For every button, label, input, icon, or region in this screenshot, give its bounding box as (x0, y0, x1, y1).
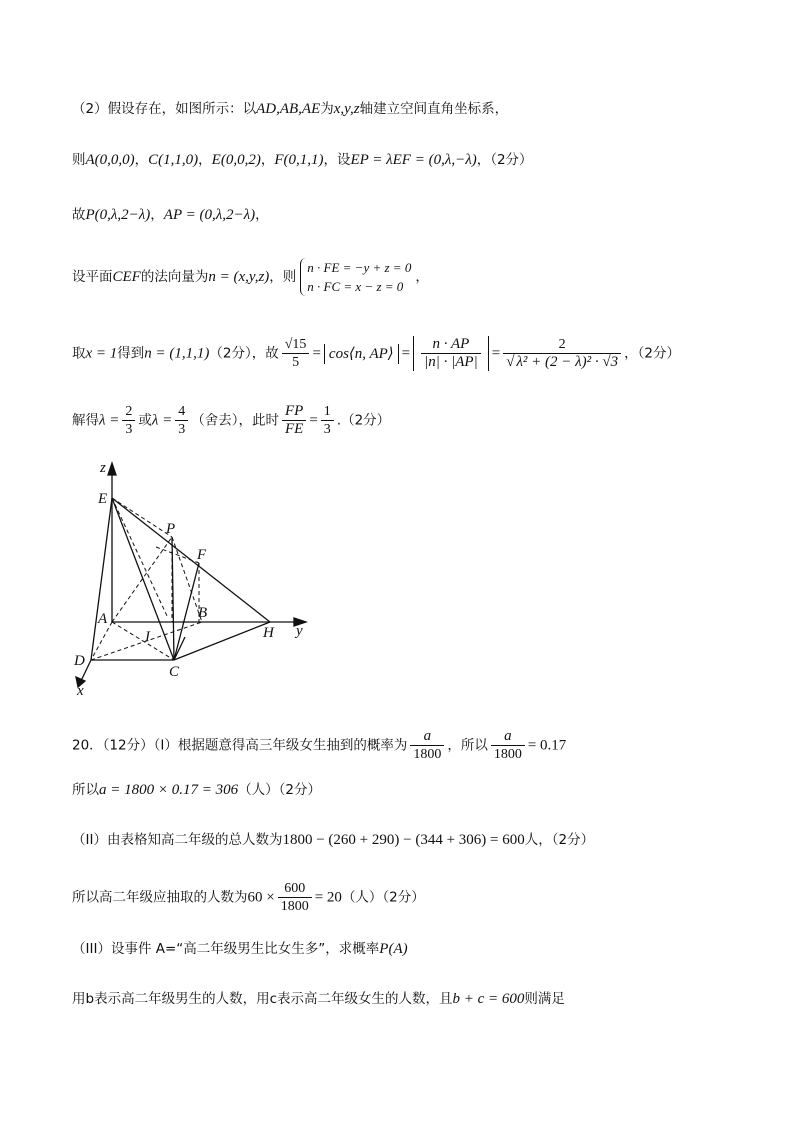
fraction-a-1800-2: $\frac{a}{1800}$ (491, 728, 525, 763)
label-F: F (197, 547, 207, 563)
z-arrow (108, 463, 116, 475)
label-y: y (296, 623, 303, 639)
equation: b + c = 600 (452, 991, 525, 1007)
text: 或 (138, 412, 152, 429)
x-equals-1: x = 1 (85, 345, 118, 362)
equation: a = 1800 × 0.17 = 306 (99, 782, 239, 798)
line-cosine: 取x = 1得到n = (1,1,1)（2分），故 $\frac{√15}{5}$ = cos⟨n, AP⟩ = $\frac{n \cdot AP}{|n| \cdot |AP|}$ = $\frac{2}{\text{√ λ² + (2 − λ)² · √3}}$ ，（2分） (72, 336, 680, 370)
text: 则 (72, 152, 86, 168)
edge-PC (172, 537, 174, 660)
label-x: x (77, 683, 84, 699)
fraction-sqrt15-5: $\frac{√15}{5}$ (282, 336, 310, 371)
score: ，（2分） (476, 152, 533, 168)
line-q20-sample (72, 880, 425, 915)
vars-expr: x,y,z (333, 101, 360, 117)
edge-CH (174, 622, 270, 660)
text: 轴建立空间直角坐标系， (359, 101, 509, 117)
line-q20-bc (72, 989, 565, 1009)
text: 的法向量为 (140, 269, 209, 285)
label-A: A (98, 611, 108, 627)
dash-AD (91, 622, 112, 660)
equation-2: n · FC = x − z = 0 (307, 279, 404, 294)
text: 所以 (72, 782, 99, 798)
geometry-figure (60, 455, 320, 700)
point-P: P(0,λ,2−λ) (85, 207, 151, 223)
label-D: D (74, 653, 85, 669)
label-P: P (166, 521, 176, 537)
label-E: E (98, 491, 108, 507)
edge-ED (91, 498, 112, 660)
point-E: E(0,0,2) (211, 152, 261, 168)
label-z: z (100, 460, 106, 476)
line-q20-result (72, 780, 321, 800)
score: ，（2分） (624, 345, 680, 362)
fraction-dot: $\frac{n \cdot AP}{|n| \cdot |AP|}$ (421, 336, 481, 371)
dash-EC-in (112, 498, 168, 618)
score: .（2分） (336, 412, 391, 429)
equation: = 0.17 (527, 737, 567, 754)
point-C: C(1,1,0) (148, 152, 199, 168)
fraction-1-3: $\frac{1}{3}$ (321, 403, 334, 438)
text: （舍去），此时 (191, 412, 279, 429)
label-I: I (145, 629, 150, 645)
text: ，则 (269, 269, 297, 285)
abs-fraction (413, 336, 489, 371)
text: 设平面 (72, 269, 113, 285)
text: ， (415, 269, 429, 285)
normal-value: n = (1,1,1) (144, 345, 210, 362)
text: ，所以 (447, 737, 488, 754)
point-F: F(0,1,1) (274, 152, 324, 168)
line-q20-part2 (72, 830, 594, 850)
line-solve: 解得λ = $\frac{2}{3}$ 或λ = $\frac{4}{3}$ （舍去），此时 $\frac{FP}{FE}$ = $\frac{1}{3}$ .（2分） (72, 403, 391, 437)
label-H: H (263, 625, 274, 641)
vector-EP: EP = λEF = (0,λ,−λ) (350, 152, 477, 168)
label-B: B (198, 605, 208, 621)
text: 为 (320, 101, 334, 117)
equation-left: 60 × (247, 889, 275, 906)
line-q20-part3 (72, 939, 408, 959)
text: 解得 (72, 412, 99, 429)
score: （2分），故 (209, 345, 279, 362)
equation-system (300, 258, 411, 296)
text: ，设 (323, 152, 351, 168)
text: 取 (72, 345, 86, 362)
fraction-4-3: $\frac{4}{3}$ (175, 403, 188, 438)
vector-AP: AP = (0,λ,2−λ) (163, 207, 256, 223)
fraction-600-1800: $\frac{600}{1800}$ (278, 880, 312, 915)
probability-PA: P(A) (379, 941, 408, 957)
plane-name: CEF (112, 269, 141, 285)
text: （人）（2分） (341, 889, 425, 906)
text: 得到 (117, 345, 145, 362)
fraction-2-3: $\frac{2}{3}$ (122, 403, 135, 438)
text: 故 (72, 207, 86, 223)
normal-n: n = (x,y,z) (208, 269, 270, 285)
fraction-result: $\frac{2}{\text{√ λ² + (2 − λ)² · √3}}$ (503, 336, 621, 371)
equation-right: = 20 (314, 889, 342, 906)
text: 用b表示高二年级男生的人数，用c表示高二年级女生的人数，且 (72, 991, 453, 1007)
point-A: A(0,0,0) (85, 152, 135, 168)
abs-cos: cos⟨n, AP⟩ (324, 344, 399, 364)
line-q20 (72, 728, 566, 763)
text: ， (255, 207, 269, 223)
equation-1: n · FE = −y + z = 0 (307, 260, 412, 275)
line-P: 故P(0,λ,2−λ)，AP = (0,λ,2−λ)， (72, 207, 269, 223)
label-C: C (169, 664, 180, 680)
text: （2）假设存在，如图所示：以 (72, 101, 257, 117)
text: （II）由表格知高二年级的总人数为 (72, 832, 283, 848)
text: （III）设事件 A=“高二年级男生比女生多”，求概率 (72, 941, 380, 957)
text: （人）（2分） (238, 782, 321, 798)
equation: 1800 − (260 + 290) − (344 + 306) = 600 (282, 832, 525, 848)
text: 人，（2分） (524, 832, 595, 848)
dash-AC (112, 622, 174, 660)
lambda: λ = (99, 412, 120, 429)
line-normal-vector (72, 258, 429, 296)
text: 20．（12分）（I）根据题意得高三年级女生抽到的概率为 (72, 737, 408, 754)
line-coordinates: 则A(0,0,0)，C(1,1,0)，E(0,0,2)，F(0,1,1)，设EP = λEF = (0,λ,−λ)，（2分） (72, 152, 533, 168)
axes-expr: AD,AB,AE (256, 101, 321, 117)
text: 所以高二年级应抽取的人数为 (72, 889, 248, 906)
text: 则满足 (524, 991, 565, 1007)
fraction-FP-FE: $\frac{FP}{FE}$ (282, 403, 306, 438)
line-assume (72, 99, 508, 119)
fraction-a-1800: $\frac{a}{1800}$ (410, 728, 444, 763)
